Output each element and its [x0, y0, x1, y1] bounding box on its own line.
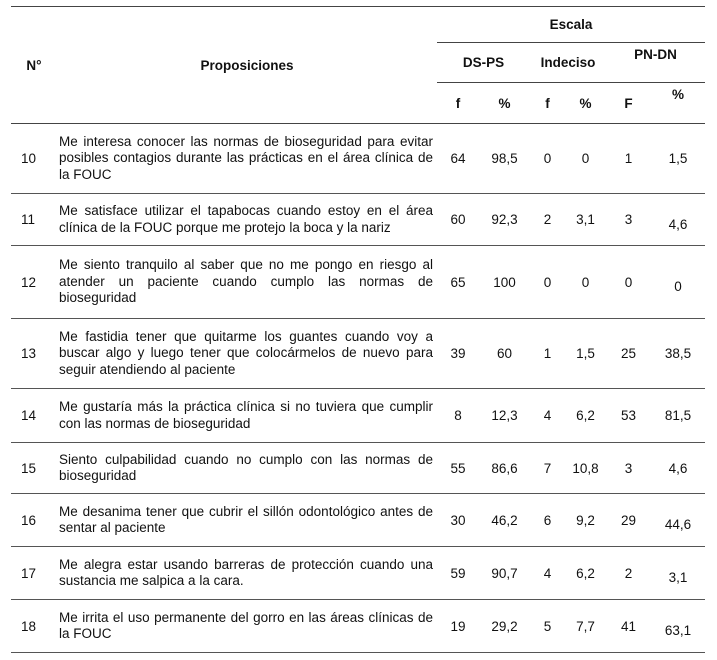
cell-value: 53	[620, 408, 637, 423]
cell-value: 3,1	[576, 212, 595, 227]
cell-value: 0	[543, 274, 552, 290]
group-header-ds-ps: DS-PS	[437, 43, 530, 83]
proposition-text: Me fastidia tener que quitarme los guantes cuando voy a buscar algo y luego tener que colocármelos de nuevo para seguir atendiendo al paciente	[59, 328, 433, 377]
proposition-text: Me interesa conocer las normas de bioseguridad para evitar posibles contagios durante las prácticas en el área clínica de la FOUC	[59, 133, 433, 182]
cell-value: 1	[543, 346, 552, 361]
cell-value: 4,6	[668, 460, 688, 476]
cell-value: 0	[581, 274, 590, 290]
row-number: 17	[21, 565, 37, 581]
cell-value: 1,5	[576, 346, 595, 361]
cell-value: 2	[624, 565, 633, 581]
proposition-text: Me irrita el uso permanente del gorro en las áreas clínicas de la FOUC	[59, 609, 433, 641]
group-header-pn-dn: PN-DN	[606, 43, 705, 83]
row-number: 15	[21, 460, 37, 476]
scale-header: Escala	[437, 7, 705, 43]
table-row	[11, 547, 705, 600]
table-row	[11, 194, 705, 246]
cell-value: 9,2	[576, 512, 595, 528]
cell-value: 63,1	[664, 623, 692, 638]
cell-value: 25	[620, 346, 637, 361]
row-number: 13	[21, 346, 37, 361]
proposition-text: Me desanima tener que cubrir el sillón odontológico antes de sentar al paciente	[59, 503, 433, 535]
cell-value: 38,5	[664, 346, 692, 361]
cell-value: 92,3	[491, 212, 518, 227]
cell-value: 10,8	[572, 460, 599, 476]
cell-value: 4	[543, 565, 552, 581]
sub-header-pct: %	[565, 83, 606, 124]
propositions-header: Proposiciones	[57, 7, 437, 124]
cell-value: 6	[543, 512, 552, 528]
sub-header-f: f	[530, 83, 565, 124]
cell-value: 86,6	[491, 460, 518, 476]
attitudes-table	[11, 6, 705, 653]
row-number: 16	[21, 512, 37, 528]
cell-value: 6,2	[576, 565, 595, 581]
row-number: 12	[21, 274, 37, 290]
cell-value: 90,7	[491, 565, 518, 581]
proposition-text: Siento culpabilidad cuando no cumplo con las normas de bioseguridad	[59, 451, 433, 483]
cell-value: 8	[454, 408, 462, 423]
cell-value: 29,2	[491, 618, 518, 634]
cell-value: 41	[620, 618, 637, 634]
number-header: N°	[11, 7, 57, 124]
proposition-text: Me alegra estar usando barreras de protección cuando una sustancia me salpica a la cara.	[59, 556, 433, 588]
proposition-text: Me gustaría más la práctica clínica si no tuviera que cumplir con las normas de bioseguridad	[59, 399, 433, 431]
cell-value: 3	[624, 212, 633, 227]
cell-value: 100	[493, 274, 516, 290]
table-row	[11, 443, 705, 494]
cell-value: 46,2	[491, 512, 518, 528]
row-number: 18	[21, 618, 37, 634]
row-number: 14	[21, 408, 37, 423]
cell-value: 2	[543, 212, 552, 227]
cell-value: 0	[624, 274, 633, 290]
cell-value: 12,3	[491, 408, 518, 423]
cell-value: 0	[543, 151, 552, 166]
cell-value: 4	[543, 408, 552, 423]
table-row	[11, 494, 705, 547]
cell-value: 1,5	[668, 151, 688, 166]
cell-value: 39	[450, 346, 466, 361]
sub-header-pct: %	[651, 83, 705, 124]
cell-value: 44,6	[664, 517, 692, 532]
sub-header-f: F	[606, 83, 651, 124]
row-number: 11	[21, 212, 36, 227]
table-row	[11, 600, 705, 653]
cell-value: 3	[624, 460, 633, 476]
cell-value: 5	[543, 618, 552, 634]
group-header-indeciso: Indeciso	[530, 43, 606, 83]
table-row	[11, 124, 705, 194]
cell-value: 30	[450, 512, 466, 528]
cell-value: 65	[450, 274, 466, 290]
table-row	[11, 246, 705, 319]
proposition-text: Me siento tranquilo al saber que no me pongo en riesgo al atender un paciente cuando cumplo las normas de bioseguridad	[59, 257, 433, 306]
table-row	[11, 389, 705, 443]
cell-value: 64	[450, 151, 466, 166]
cell-value: 59	[450, 565, 466, 581]
cell-value: 3,1	[668, 570, 688, 585]
cell-value: 60	[496, 346, 513, 361]
cell-value: 81,5	[664, 408, 692, 423]
cell-value: 19	[450, 618, 466, 634]
cell-value: 1	[624, 151, 633, 166]
cell-value: 29	[620, 512, 637, 528]
cell-value: 0	[581, 151, 590, 166]
table-row	[11, 319, 705, 389]
row-number: 10	[21, 151, 37, 166]
cell-value: 0	[674, 279, 682, 294]
cell-value: 7,7	[576, 618, 595, 634]
proposition-text: Me satisface utilizar el tapabocas cuando estoy en el área clínica de la FOUC porque me protejo la boca y la nariz	[59, 203, 433, 235]
cell-value: 4,6	[668, 216, 688, 232]
cell-value: 7	[543, 460, 552, 476]
cell-value: 60	[450, 212, 466, 227]
cell-value: 98,5	[491, 151, 518, 166]
sub-header-f: f	[437, 83, 479, 124]
cell-value: 55	[450, 460, 466, 476]
cell-value: 6,2	[576, 408, 595, 423]
sub-header-pct: %	[479, 83, 530, 124]
